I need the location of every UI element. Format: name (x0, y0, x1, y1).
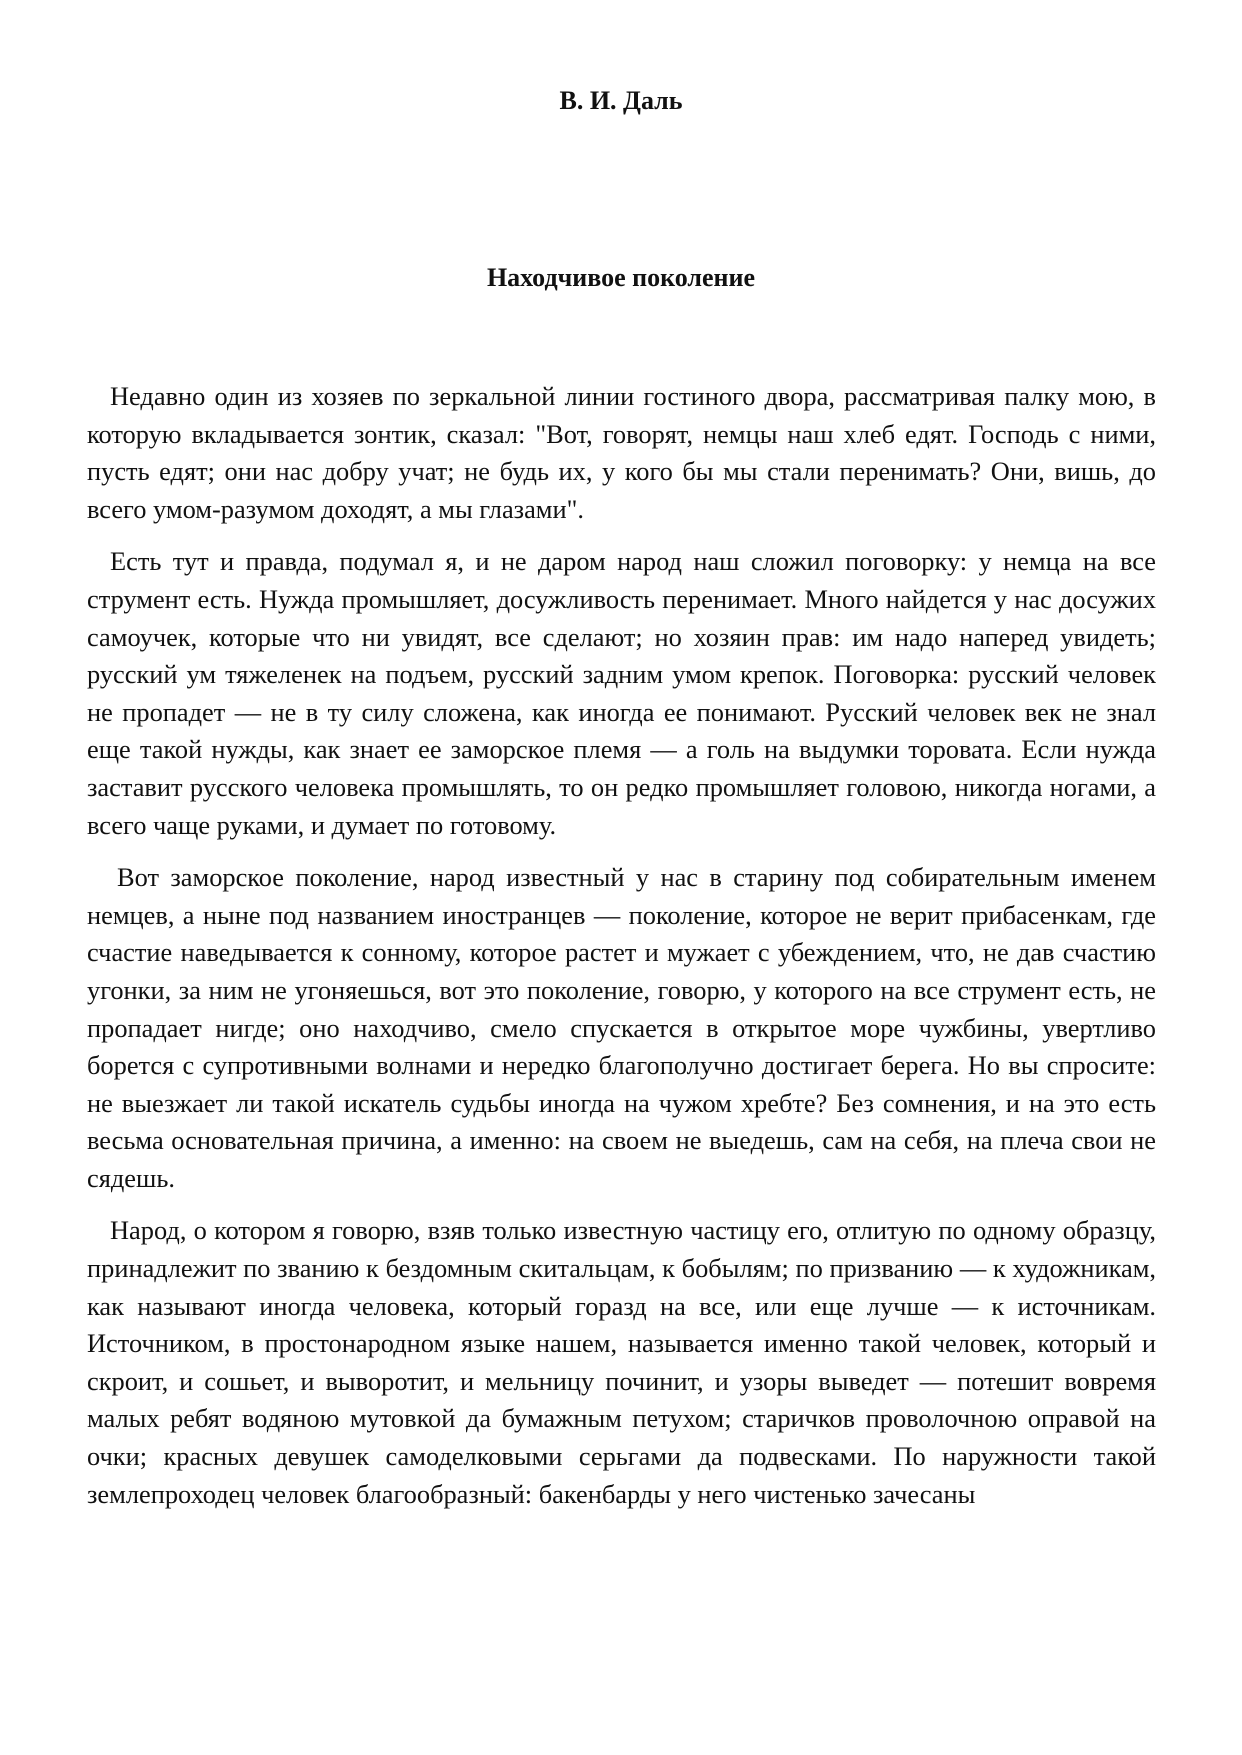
paragraph-1: Недавно один из хозяев по зеркальной линии гостиного двора, рассматривая палку мою, в которую вкладывается зонтик, сказал: "Вот, говорят, немцы наш хлеб едят. Господь с ними, пусть едят; они нас добру учат; не будь их, у кого бы мы стали перенимать? Они, вишь, до всего умом-разумом доходят, а мы глазами". (87, 381, 1156, 524)
author-name: В. И. Даль (559, 86, 683, 115)
paragraph-4: Народ, о котором я говорю, взяв только известную частицу его, отлитую по одному образцу, принадлежит по званию к бездомным скитальцам, к бобылям; по призванию — к художникам, как называют иногда человека, который горазд на все, или еще лучше — к источникам. Источником, в простонародном языке нашем, называется именно такой человек, который и скроит, и сошьет, и выворотит, и мельницу починит, и узоры выведет — потешит вовремя малых ребят водяною мутовкой да бумажным петухом; старичков проволочною оправой на очки; красных девушек самоделковыми серьгами да подвесками. По наружности такой землепроходец человек благообразный: бакенбарды у него чистенько зачесаны (87, 1215, 1156, 1509)
paragraph-2: Есть тут и правда, подумал я, и не даром народ наш сложил поговорку: у немца на все струмент есть. Нужда промышляет, досужливость перенимает. Много найдется у нас досужих самоучек, которые что ни увидят, все сделают; но хозяин прав: им надо наперед увидеть; русский ум тяжеленек на подъем, русский задним умом крепок. Поговорка: русский человек не пропадет — не в ту силу сложена, как иногда ее понимают. Русский человек век не знал еще такой нужды, как знает ее заморское племя — а голь на выдумки торовата. Если нужда заставит русского человека промышлять, то он редко промышляет головою, никогда ногами, а всего чаще руками, и думает по готовому. (87, 546, 1156, 840)
paragraph-3: Вот заморское поколение, народ известный у нас в старину под собирательным именем немцев, а ныне под названием иностранцев — поколение, которое не верит прибасенкам, где счастие наведывается к сонному, которое растет и мужает с убеждением, что, не дав счастию угонки, за ним не угоняешься, вот это поколение, говорю, у которого на все струмент есть, не пропадает нигде; оно находчиво, смело спускается в открытое море чужбины, увертливо борется с супротивными волнами и нередко благополучно достигает берега. Но вы спросите: не выезжает ли такой искатель судьбы иногда на чужом хребте? Без сомнения, и на это есть весьма основательная причина, а именно: на своем не выедешь, сам на себя, на плеча свои не сядешь. (87, 862, 1156, 1193)
story-title: Находчивое поколение (486, 263, 756, 292)
story-body (87, 378, 1156, 1528)
